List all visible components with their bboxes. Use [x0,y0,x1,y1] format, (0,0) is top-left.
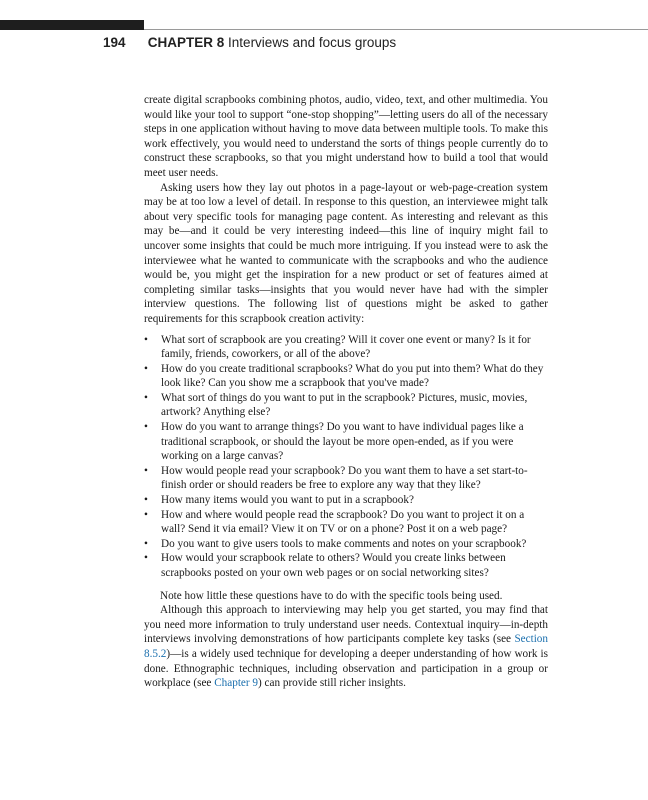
bullet-icon: • [144,464,148,477]
list-item: • How and where would people read the scrapbook? Do you want to project it on a wall? Send it via email? View it on TV or on a phone? Post it on a web page? [144,508,525,536]
running-head [103,35,396,50]
bullet-icon: • [144,537,148,550]
list-item: • How do you want to arrange things? Do you want to have individual pages like a traditional scrapbook, or should the layout be more open-ended, as if you were working on a large canvas? [144,421,524,463]
question-list [144,333,548,581]
chapter-title: Interviews and focus groups [228,35,397,50]
body-text [144,93,548,691]
paragraph-contextual-inquiry: Although this approach to interviewing may help you get started, you may find that you need more information to truly understand user needs. Contextual inquiry—in-depth interviews involving demonstrations of how participants complete key tasks (see Section 8.5.2)—is a widely used technique for developing a deeper understanding of how work is done. Ethnographic techniques, including observation and participation in a group or workplace (see Chapter 9) can provide still richer insights. [144,604,548,690]
bullet-icon: • [144,391,148,404]
list-item: • What sort of scrapbook are you creating? Will it cover one event or many? Is it for family, friends, coworkers, or all of the above? [144,333,531,361]
list-item: • How would people read your scrapbook? Do you want them to have a set start-to-finish order or should readers be free to explore any way that they like? [144,464,528,492]
paragraph-note: Note how little these questions have to do with the specific tools being used. [160,589,503,602]
section-link[interactable]: Section 8.5.2 [144,633,548,660]
list-item: • Do you want to give users tools to make comments and notes on your scrapbook? [144,537,527,550]
list-item: • How many items would you want to put in a scrapbook? [144,494,414,507]
page-number: 194 [103,35,126,50]
bullet-icon: • [144,362,148,375]
chapter-link[interactable]: Chapter 9 [214,677,259,690]
bullet-icon: • [144,552,148,565]
chapter-label: CHAPTER 8 [147,35,225,50]
list-item: • How do you create traditional scrapbooks? What do you put into them? What do they look like? Can you show me a scrapbook that you've made? [144,362,544,390]
header-rule [144,29,648,30]
list-item: • How would your scrapbook relate to others? Would you create links between scrapbooks posted on your own web pages or on social networking sites? [144,552,506,579]
paragraph-continued: create digital scrapbooks combining photos, audio, video, text, and other multimedia. You would like your tool to support “one-stop shopping”—letting users do all of the necessary steps in one application without having to move data between multiple tools. To make this work effectively, you would need to understand the sorts of things people currently do to construct these scrapbooks, so that you might understand how to build a tool that would meet user needs. [144,94,548,179]
list-item: • What sort of things do you want to put in the scrapbook? Pictures, music, movies, artwork? Anything else? [144,391,528,419]
bullet-icon: • [144,421,148,434]
bullet-icon: • [144,508,148,521]
header-bar [0,20,144,30]
paragraph-asking-users: Asking users how they lay out photos in a page-layout or web-page-creation system may be at too low a level of detail. In response to this question, an interviewee might talk about very specific tools for managing page content. As interesting and relevant as this may be—and it could be very interesting indeed—this line of inquiry might fail to uncover some insights that could be much more intriguing. If you instead were to ask the interviewee what he wanted to communicate with the scrapbooks and who the audience would be, you might get the inspiration for a new product or set of features aimed at completing similar tasks—insights that you would never have had with the simpler interview questions. The following list of questions might be asked to gather requirements for this scrapbook creation activity: [144,181,548,325]
bullet-icon: • [144,333,148,346]
bullet-icon: • [144,494,148,507]
